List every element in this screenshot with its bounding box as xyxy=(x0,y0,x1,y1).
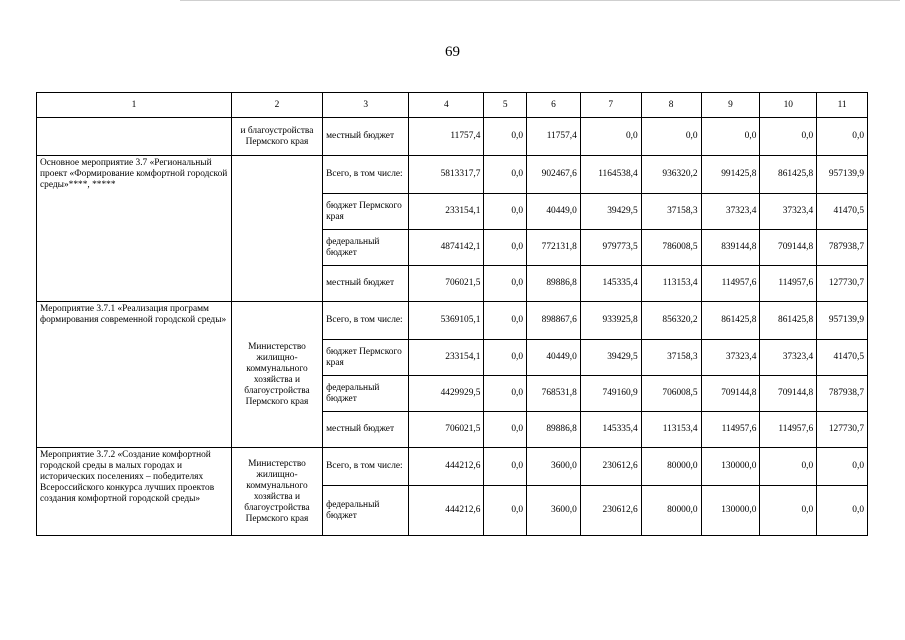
amount-cell: 787938,7 xyxy=(817,230,868,266)
executor-cell: Министерство жилищно-коммунального хозяйства и благоустройства Пермского края xyxy=(231,302,322,448)
amount-cell: 0,0 xyxy=(817,486,868,536)
amount-cell: 41470,5 xyxy=(817,194,868,230)
activity-name-cell: Мероприятие 3.7.2 «Создание комфортной городской среды в малых городах и исторических поселениях – победителях Всероссийского конкурса лучших проектов создания комфортной городской среды» xyxy=(37,448,232,536)
amount-cell: 957139,9 xyxy=(817,156,868,194)
amount-cell: 233154,1 xyxy=(409,194,484,230)
amount-cell: 114957,6 xyxy=(760,266,817,302)
amount-cell: 114957,6 xyxy=(760,412,817,448)
amount-cell: 0,0 xyxy=(484,194,527,230)
funding-source-cell: федеральный бюджет xyxy=(323,230,409,266)
amount-cell: 0,0 xyxy=(580,118,641,156)
amount-cell: 5813317,7 xyxy=(409,156,484,194)
funding-source-cell: бюджет Пермского края xyxy=(323,340,409,376)
funding-source-cell: федеральный бюджет xyxy=(323,486,409,536)
amount-cell: 936320,2 xyxy=(641,156,701,194)
amount-cell: 0,0 xyxy=(484,266,527,302)
amount-cell: 127730,7 xyxy=(817,412,868,448)
amount-cell: 706008,5 xyxy=(641,376,701,412)
column-number: 4 xyxy=(409,93,484,118)
amount-cell: 898867,6 xyxy=(527,302,581,340)
amount-cell: 11757,4 xyxy=(409,118,484,156)
column-number: 8 xyxy=(641,93,701,118)
amount-cell: 0,0 xyxy=(817,118,868,156)
amount-cell: 230612,6 xyxy=(580,486,641,536)
amount-cell: 40449,0 xyxy=(527,194,581,230)
amount-cell: 0,0 xyxy=(484,302,527,340)
table-row xyxy=(37,448,868,486)
funding-source-cell: Всего, в том числе: xyxy=(323,156,409,194)
funding-source-cell: местный бюджет xyxy=(323,118,409,156)
amount-cell: 127730,7 xyxy=(817,266,868,302)
amount-cell: 0,0 xyxy=(484,230,527,266)
amount-cell: 0,0 xyxy=(484,486,527,536)
funding-source-cell: Всего, в том числе: xyxy=(323,448,409,486)
amount-cell: 0,0 xyxy=(701,118,760,156)
amount-cell: 3600,0 xyxy=(527,448,581,486)
amount-cell: 861425,8 xyxy=(760,156,817,194)
amount-cell: 145335,4 xyxy=(580,266,641,302)
amount-cell: 37158,3 xyxy=(641,340,701,376)
amount-cell: 706021,5 xyxy=(409,412,484,448)
amount-cell: 0,0 xyxy=(817,448,868,486)
amount-cell: 0,0 xyxy=(760,486,817,536)
amount-cell: 145335,4 xyxy=(580,412,641,448)
column-number: 3 xyxy=(323,93,409,118)
page-number: 69 xyxy=(445,44,460,60)
amount-cell: 0,0 xyxy=(760,118,817,156)
amount-cell: 37323,4 xyxy=(760,340,817,376)
amount-cell: 37323,4 xyxy=(701,340,760,376)
amount-cell: 37323,4 xyxy=(760,194,817,230)
amount-cell: 709144,8 xyxy=(760,376,817,412)
amount-cell: 41470,5 xyxy=(817,340,868,376)
amount-cell: 0,0 xyxy=(641,118,701,156)
amount-cell: 230612,6 xyxy=(580,448,641,486)
amount-cell: 856320,2 xyxy=(641,302,701,340)
amount-cell: 706021,5 xyxy=(409,266,484,302)
amount-cell: 0,0 xyxy=(484,412,527,448)
amount-cell: 5369105,1 xyxy=(409,302,484,340)
amount-cell: 39429,5 xyxy=(580,340,641,376)
funding-source-cell: Всего, в том числе: xyxy=(323,302,409,340)
table-row xyxy=(37,156,868,194)
amount-cell: 979773,5 xyxy=(580,230,641,266)
funding-source-cell: местный бюджет xyxy=(323,266,409,302)
amount-cell: 861425,8 xyxy=(701,302,760,340)
table-row xyxy=(37,302,868,340)
top-border-line xyxy=(180,0,900,1)
column-number: 2 xyxy=(231,93,322,118)
amount-cell: 0,0 xyxy=(484,340,527,376)
funding-source-cell: федеральный бюджет xyxy=(323,376,409,412)
activity-name-cell: Мероприятие 3.7.1 «Реализация программ формирования современной городской среды» xyxy=(37,302,232,448)
amount-cell: 130000,0 xyxy=(701,448,760,486)
amount-cell: 786008,5 xyxy=(641,230,701,266)
executor-cell: и благоустройства Пермского края xyxy=(231,118,322,156)
amount-cell: 0,0 xyxy=(484,156,527,194)
amount-cell: 0,0 xyxy=(484,118,527,156)
amount-cell: 80000,0 xyxy=(641,448,701,486)
column-number: 6 xyxy=(527,93,581,118)
amount-cell: 933925,8 xyxy=(580,302,641,340)
amount-cell: 1164538,4 xyxy=(580,156,641,194)
activity-name-cell: Основное мероприятие 3.7 «Региональный проект «Формирование комфортной городской среды»****, ***** xyxy=(37,156,232,302)
executor-cell: Министерство жилищно-коммунального хозяйства и благоустройства Пермского края xyxy=(231,448,322,536)
funding-source-cell: местный бюджет xyxy=(323,412,409,448)
amount-cell: 11757,4 xyxy=(527,118,581,156)
amount-cell: 3600,0 xyxy=(527,486,581,536)
amount-cell: 0,0 xyxy=(484,448,527,486)
table-header-row xyxy=(37,93,868,118)
column-number: 11 xyxy=(817,93,868,118)
amount-cell: 787938,7 xyxy=(817,376,868,412)
amount-cell: 89886,8 xyxy=(527,266,581,302)
amount-cell: 114957,6 xyxy=(701,412,760,448)
amount-cell: 957139,9 xyxy=(817,302,868,340)
amount-cell: 749160,9 xyxy=(580,376,641,412)
amount-cell: 4874142,1 xyxy=(409,230,484,266)
amount-cell: 39429,5 xyxy=(580,194,641,230)
amount-cell: 444212,6 xyxy=(409,486,484,536)
amount-cell: 130000,0 xyxy=(701,486,760,536)
amount-cell: 839144,8 xyxy=(701,230,760,266)
amount-cell: 113153,4 xyxy=(641,266,701,302)
amount-cell: 709144,8 xyxy=(701,376,760,412)
amount-cell: 902467,6 xyxy=(527,156,581,194)
amount-cell: 768531,8 xyxy=(527,376,581,412)
amount-cell: 113153,4 xyxy=(641,412,701,448)
amount-cell: 709144,8 xyxy=(760,230,817,266)
column-number: 10 xyxy=(760,93,817,118)
amount-cell: 37323,4 xyxy=(701,194,760,230)
column-number: 7 xyxy=(580,93,641,118)
column-number: 9 xyxy=(701,93,760,118)
budget-table xyxy=(36,92,868,536)
executor-cell xyxy=(231,156,322,302)
amount-cell: 444212,6 xyxy=(409,448,484,486)
amount-cell: 0,0 xyxy=(760,448,817,486)
amount-cell: 114957,6 xyxy=(701,266,760,302)
amount-cell: 0,0 xyxy=(484,376,527,412)
funding-source-cell: бюджет Пермского края xyxy=(323,194,409,230)
amount-cell: 991425,8 xyxy=(701,156,760,194)
amount-cell: 89886,8 xyxy=(527,412,581,448)
amount-cell: 80000,0 xyxy=(641,486,701,536)
activity-name-cell xyxy=(37,118,232,156)
table-row xyxy=(37,118,868,156)
amount-cell: 40449,0 xyxy=(527,340,581,376)
amount-cell: 233154,1 xyxy=(409,340,484,376)
amount-cell: 861425,8 xyxy=(760,302,817,340)
column-number: 1 xyxy=(37,93,232,118)
amount-cell: 37158,3 xyxy=(641,194,701,230)
amount-cell: 772131,8 xyxy=(527,230,581,266)
amount-cell: 4429929,5 xyxy=(409,376,484,412)
column-number: 5 xyxy=(484,93,527,118)
